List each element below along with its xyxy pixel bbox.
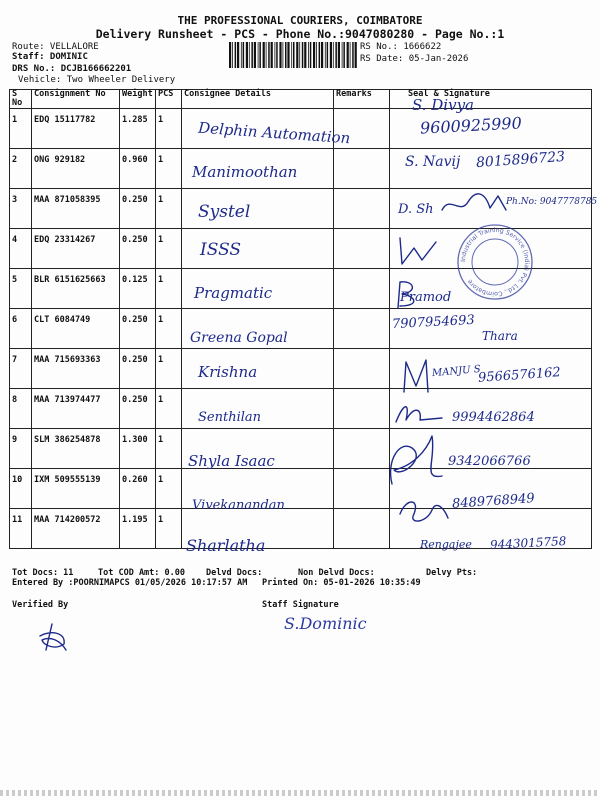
company-stamp-icon: [455, 222, 535, 302]
remarks-cell: [334, 229, 390, 269]
staff-handwritten-signature: S.Dominic: [284, 614, 367, 633]
handwritten-signer: Rengajee: [420, 538, 472, 551]
handwritten-consignee: Pragmatic: [194, 284, 273, 302]
weight-cell: 0.260: [120, 469, 156, 509]
handwritten-consignee: Greena Gopal: [190, 330, 288, 346]
rs-number: RS No.: 1666622: [360, 42, 442, 52]
pcs-cell: 1: [156, 149, 182, 189]
sno-cell: 2: [10, 149, 32, 189]
remarks-cell: [334, 149, 390, 189]
handwritten-consignee: Systel: [198, 202, 251, 222]
weight-cell: 0.250: [120, 189, 156, 229]
sno-cell: 6: [10, 309, 32, 349]
sno-cell: 9: [10, 429, 32, 469]
handwritten-phone: Ph.No: 9047778785: [506, 197, 598, 207]
weight-cell: 0.125: [120, 269, 156, 309]
delivery-points: Delvy Pts:: [426, 568, 478, 578]
signature-scribble: [440, 190, 510, 220]
handwritten-phone: 9443015758: [489, 534, 567, 552]
remarks-cell: [334, 189, 390, 229]
handwritten-signer: S. Divya: [412, 96, 474, 114]
weight-cell: 1.300: [120, 429, 156, 469]
sno-cell: 7: [10, 349, 32, 389]
table-header-row: [10, 90, 592, 109]
stamp-text: Industrial Training Service (India) Pvt. Ltd., Coimbatore: [459, 226, 531, 298]
remarks-cell: [334, 389, 390, 429]
handwritten-consignee: Sharlatha: [186, 536, 266, 555]
weight-cell: 1.285: [120, 109, 156, 149]
company-title: THE PROFESSIONAL COURIERS, COIMBATORE: [177, 14, 423, 27]
consignment-cell: CLT 6084749: [32, 309, 120, 349]
weight-cell: 0.960: [120, 149, 156, 189]
pcs-cell: 1: [156, 349, 182, 389]
handwritten-consignee: ISSS: [200, 240, 242, 260]
pcs-cell: 1: [156, 309, 182, 349]
weight-cell: 0.250: [120, 389, 156, 429]
col-consignee: Consignee Details: [182, 90, 334, 109]
pcs-cell: 1: [156, 229, 182, 269]
sno-cell: 3: [10, 189, 32, 229]
handwritten-signer: MANJU S: [431, 363, 482, 380]
handwritten-signer: S. Navij: [405, 154, 461, 170]
sno-cell: 10: [10, 469, 32, 509]
weight-cell: 0.250: [120, 309, 156, 349]
pcs-cell: 1: [156, 389, 182, 429]
remarks-cell: [334, 269, 390, 309]
pcs-cell: 1: [156, 509, 182, 549]
pcs-cell: 1: [156, 269, 182, 309]
consignment-cell: EDQ 23314267: [32, 229, 120, 269]
weight-cell: 0.250: [120, 229, 156, 269]
col-consignment: Consignment No: [32, 90, 120, 109]
rs-date: RS Date: 05-Jan-2026: [360, 54, 469, 64]
svg-text:Industrial Training Service (I: [460, 227, 530, 297]
remarks-cell: [334, 349, 390, 389]
pcs-cell: 1: [156, 189, 182, 229]
consignment-cell: MAA 714200572: [32, 509, 120, 549]
consignment-cell: MAA 871058395: [32, 189, 120, 229]
handwritten-signer: D. Sh: [398, 202, 434, 217]
printed-on: Printed On: 05-01-2026 10:35:49: [262, 578, 421, 588]
page-edge-border: [0, 790, 600, 796]
col-signature: Seal & Signature: [390, 90, 592, 109]
consignment-cell: MAA 713974477: [32, 389, 120, 429]
handwritten-consignee: Shyla Isaac: [188, 452, 275, 470]
staff-label: Staff: DOMINIC: [12, 52, 88, 62]
remarks-cell: [334, 309, 390, 349]
signature-scribble: [382, 430, 446, 490]
consignment-cell: MAA 715693363: [32, 349, 120, 389]
handwritten-phone: 9566576162: [477, 365, 562, 386]
sno-cell: 11: [10, 509, 32, 549]
runsheet-subtitle: Delivery Runsheet - PCS - Phone No.:9047080280 - Page No.:1: [95, 27, 505, 41]
signature-scribble: [392, 234, 442, 270]
total-docs: Tot Docs: 11: [12, 568, 74, 578]
signature-scribble: [392, 400, 448, 426]
pcs-cell: 1: [156, 109, 182, 149]
consignment-cell: IXM 509555139: [32, 469, 120, 509]
entered-by: Entered By :POORNIMAPCS 01/05/2026 10:17:57 AM: [12, 578, 248, 588]
col-remarks: Remarks: [334, 90, 390, 109]
col-pcs: PCS: [156, 90, 182, 109]
handwritten-consignee: Manimoothan: [192, 163, 298, 181]
drs-number: DRS No.: DCJB166662201: [12, 64, 132, 74]
col-sno: S No: [10, 90, 32, 109]
consignment-cell: ONG 929182: [32, 149, 120, 189]
route-label: Route: VELLALORE: [12, 42, 99, 52]
handwritten-consignee: Vivekanandan: [192, 498, 285, 513]
vehicle-label: Vehicle: Two Wheeler Delivery: [18, 75, 176, 85]
pcs-cell: 1: [156, 429, 182, 469]
handwritten-consignee: Senthilan: [198, 410, 262, 425]
barcode-icon: [229, 42, 357, 68]
handwritten-consignee: Delphin Automation: [197, 118, 351, 148]
sno-cell: 8: [10, 389, 32, 429]
non-delivered-docs: Non Delvd Docs:: [298, 568, 375, 578]
consignment-cell: SLM 386254878: [32, 429, 120, 469]
weight-cell: 0.250: [120, 349, 156, 389]
signature-scribble: [396, 494, 450, 526]
handwritten-consignee: Krishna: [198, 363, 258, 381]
weight-cell: 1.195: [120, 509, 156, 549]
handwritten-phone: 9342066766: [448, 454, 531, 469]
sno-cell: 4: [10, 229, 32, 269]
remarks-cell: [334, 509, 390, 549]
verifier-signature-scribble: [36, 622, 70, 654]
handwritten-phone: 8489768949: [451, 491, 536, 512]
pcs-cell: 1: [156, 469, 182, 509]
consignment-cell: BLR 6151625663: [32, 269, 120, 309]
signature-scribble: [392, 278, 432, 312]
staff-signature-label: Staff Signature: [262, 600, 339, 610]
col-weight: Weight: [120, 90, 156, 109]
verified-by-label: Verified By: [12, 600, 69, 610]
sno-cell: 1: [10, 109, 32, 149]
handwritten-phone: 9600925990: [419, 113, 523, 138]
handwritten-phone: 7907954693: [391, 312, 476, 333]
consignment-cell: EDQ 15117782: [32, 109, 120, 149]
delivered-docs: Delvd Docs:: [206, 568, 263, 578]
handwritten-phone: 9994462864: [452, 410, 535, 425]
handwritten-signer: Thara: [482, 329, 518, 343]
handwritten-phone: 8015896723: [475, 148, 566, 172]
total-cod-amount: Tot COD Amt: 0.00: [98, 568, 185, 578]
handwritten-signer: Pramod: [400, 290, 452, 305]
signature-scribble: [400, 356, 434, 396]
sno-cell: 5: [10, 269, 32, 309]
